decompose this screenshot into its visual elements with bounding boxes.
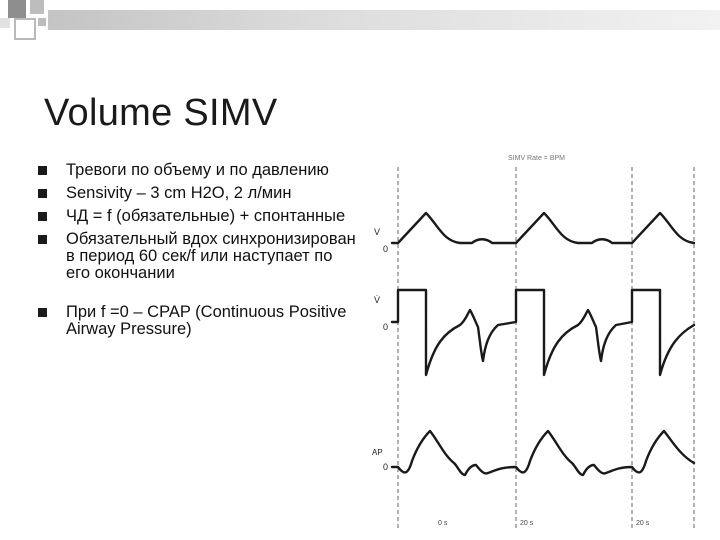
channel-1-label: V [374, 227, 381, 237]
header-square-dark [8, 0, 26, 18]
bullet-item [36, 304, 356, 338]
time-label-3: 20 s [636, 520, 650, 527]
header-square-mid [30, 0, 44, 14]
bullet-item [36, 185, 356, 202]
channel-2-label: V̇ [374, 295, 381, 305]
channel-3-label: AP [372, 448, 383, 457]
bullet-text: Обязательный вдох синхронизирован в период 60 сек/f или наступает по его окончании [66, 230, 356, 282]
channel-2-zero: 0 [383, 322, 389, 332]
bullet-text: При f =0 – CPAP (Continuous Positive Airway Pressure) [66, 303, 347, 338]
bullet-square-icon [38, 166, 47, 175]
bullet-text: Тревоги по объему и по давлению [66, 161, 329, 179]
slide-title: Volume SIMV [44, 92, 278, 134]
figure-header: SIMV Rate = BPM [508, 155, 565, 162]
bullet-item [36, 162, 356, 179]
bullet-square-icon [38, 235, 47, 244]
bullet-square-icon [38, 189, 47, 198]
bullet-item [36, 208, 356, 225]
time-label-1: 0 s [438, 520, 448, 527]
header-band [48, 10, 720, 30]
channel-1-zero: 0 [383, 244, 389, 254]
bullet-list [36, 162, 356, 344]
waveform-figure [368, 145, 708, 537]
bullet-square-icon [38, 212, 47, 221]
bullet-text: Sensivity – 3 cm H2O, 2 л/мин [66, 184, 292, 202]
header-square-small [38, 18, 46, 26]
time-label-2: 20 s [520, 520, 534, 527]
header-square-outline [14, 18, 36, 40]
bullet-item [36, 231, 356, 282]
channel-3-zero: 0 [383, 462, 389, 472]
header-square-light [0, 18, 10, 28]
bullet-square-icon [38, 308, 47, 317]
bullet-text: ЧД = f (обязательные) + спонтанные [66, 207, 346, 225]
